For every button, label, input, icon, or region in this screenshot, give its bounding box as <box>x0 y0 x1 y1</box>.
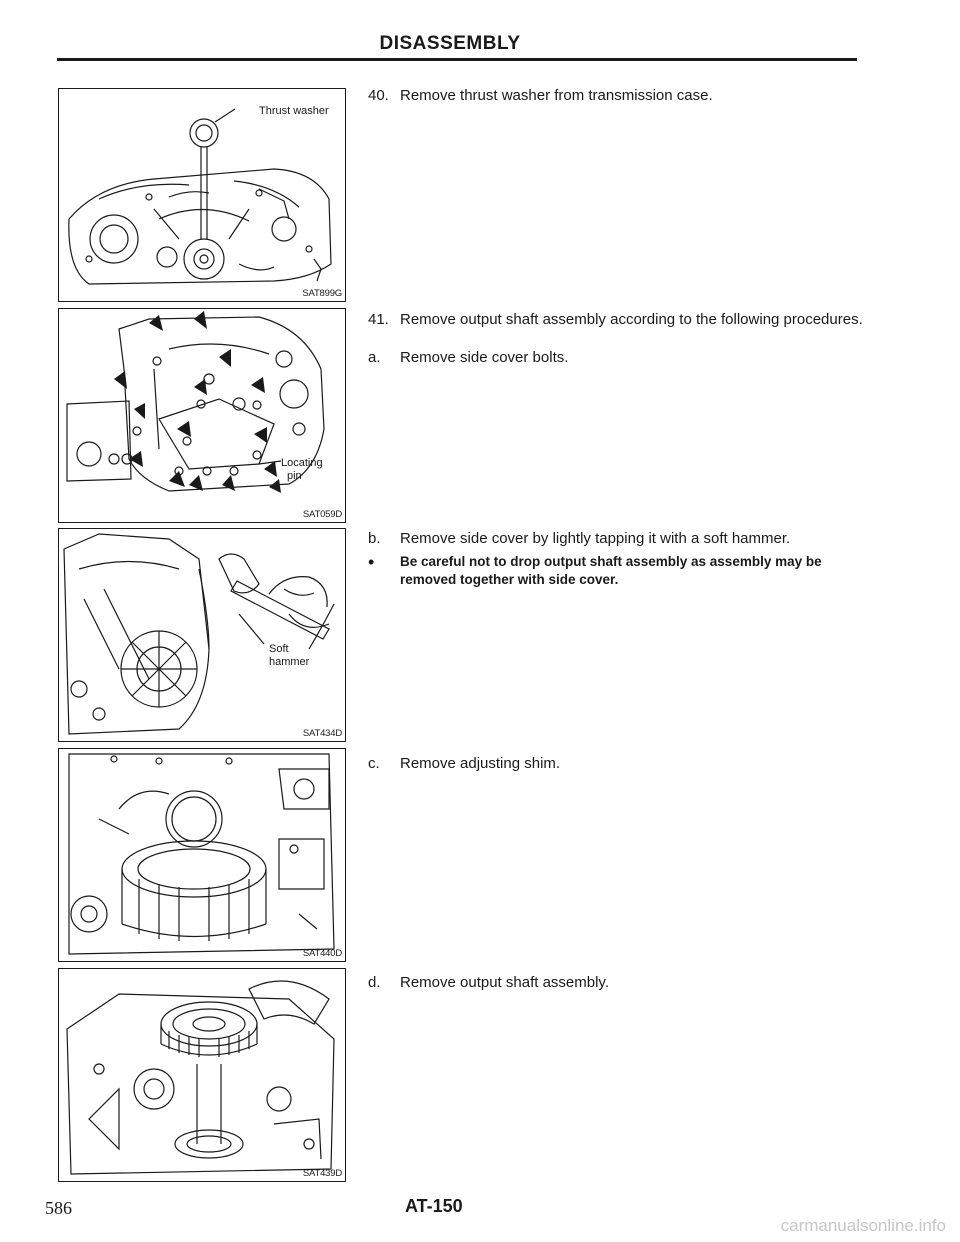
figure-code: SAT439D <box>302 1168 342 1179</box>
step-text: Remove adjusting shim. <box>400 755 561 772</box>
step-text: Remove side cover bolts. <box>400 349 569 366</box>
transmission-case-illustration <box>59 89 345 301</box>
bullet: • <box>368 552 375 572</box>
step-text: Remove output shaft assembly according to the following procedures. <box>400 311 863 328</box>
figure-label: Locating <box>281 457 323 469</box>
step-text: Remove side cover by lightly tapping it with a soft hammer. <box>400 530 791 547</box>
figure-code: SAT434D <box>302 728 342 739</box>
header-rule <box>57 58 857 61</box>
side-cover-bolt-illustration <box>59 309 345 522</box>
step-number: b. <box>368 530 381 547</box>
step-text: Remove output shaft assembly. <box>400 974 609 991</box>
step-number: a. <box>368 349 381 366</box>
watermark: carmanualsonline.info <box>780 1216 946 1235</box>
figure-label: Soft <box>269 643 289 655</box>
soft-hammer-illustration <box>59 529 345 741</box>
figure-label: hammer <box>269 656 310 668</box>
figure-output-shaft <box>58 968 346 1182</box>
figure-soft-hammer <box>58 528 346 742</box>
figure-code: SAT899G <box>302 288 342 299</box>
page-number: 586 <box>45 1198 72 1218</box>
caution-text: Be careful not to drop output shaft assembly as assembly may be removed together with side cover. <box>400 554 822 587</box>
figure-label: pin <box>287 470 302 482</box>
step-number: 40. <box>368 87 389 104</box>
step-number: 41. <box>368 311 389 328</box>
figure-adjusting-shim <box>58 748 346 962</box>
step-number: c. <box>368 755 380 772</box>
output-shaft-illustration <box>59 969 345 1181</box>
step-number: d. <box>368 974 381 991</box>
page-title: DISASSEMBLY <box>379 33 521 54</box>
section-page-code: AT-150 <box>405 1196 463 1216</box>
figure-code: SAT059D <box>302 509 342 520</box>
figure-code: SAT440D <box>302 948 342 959</box>
figure-thrust-washer <box>58 88 346 302</box>
adjusting-shim-illustration <box>59 749 345 961</box>
step-text: Remove thrust washer from transmission case. <box>400 87 713 104</box>
figure-label: Thrust washer <box>259 105 329 117</box>
figure-side-cover-bolts <box>58 308 346 523</box>
